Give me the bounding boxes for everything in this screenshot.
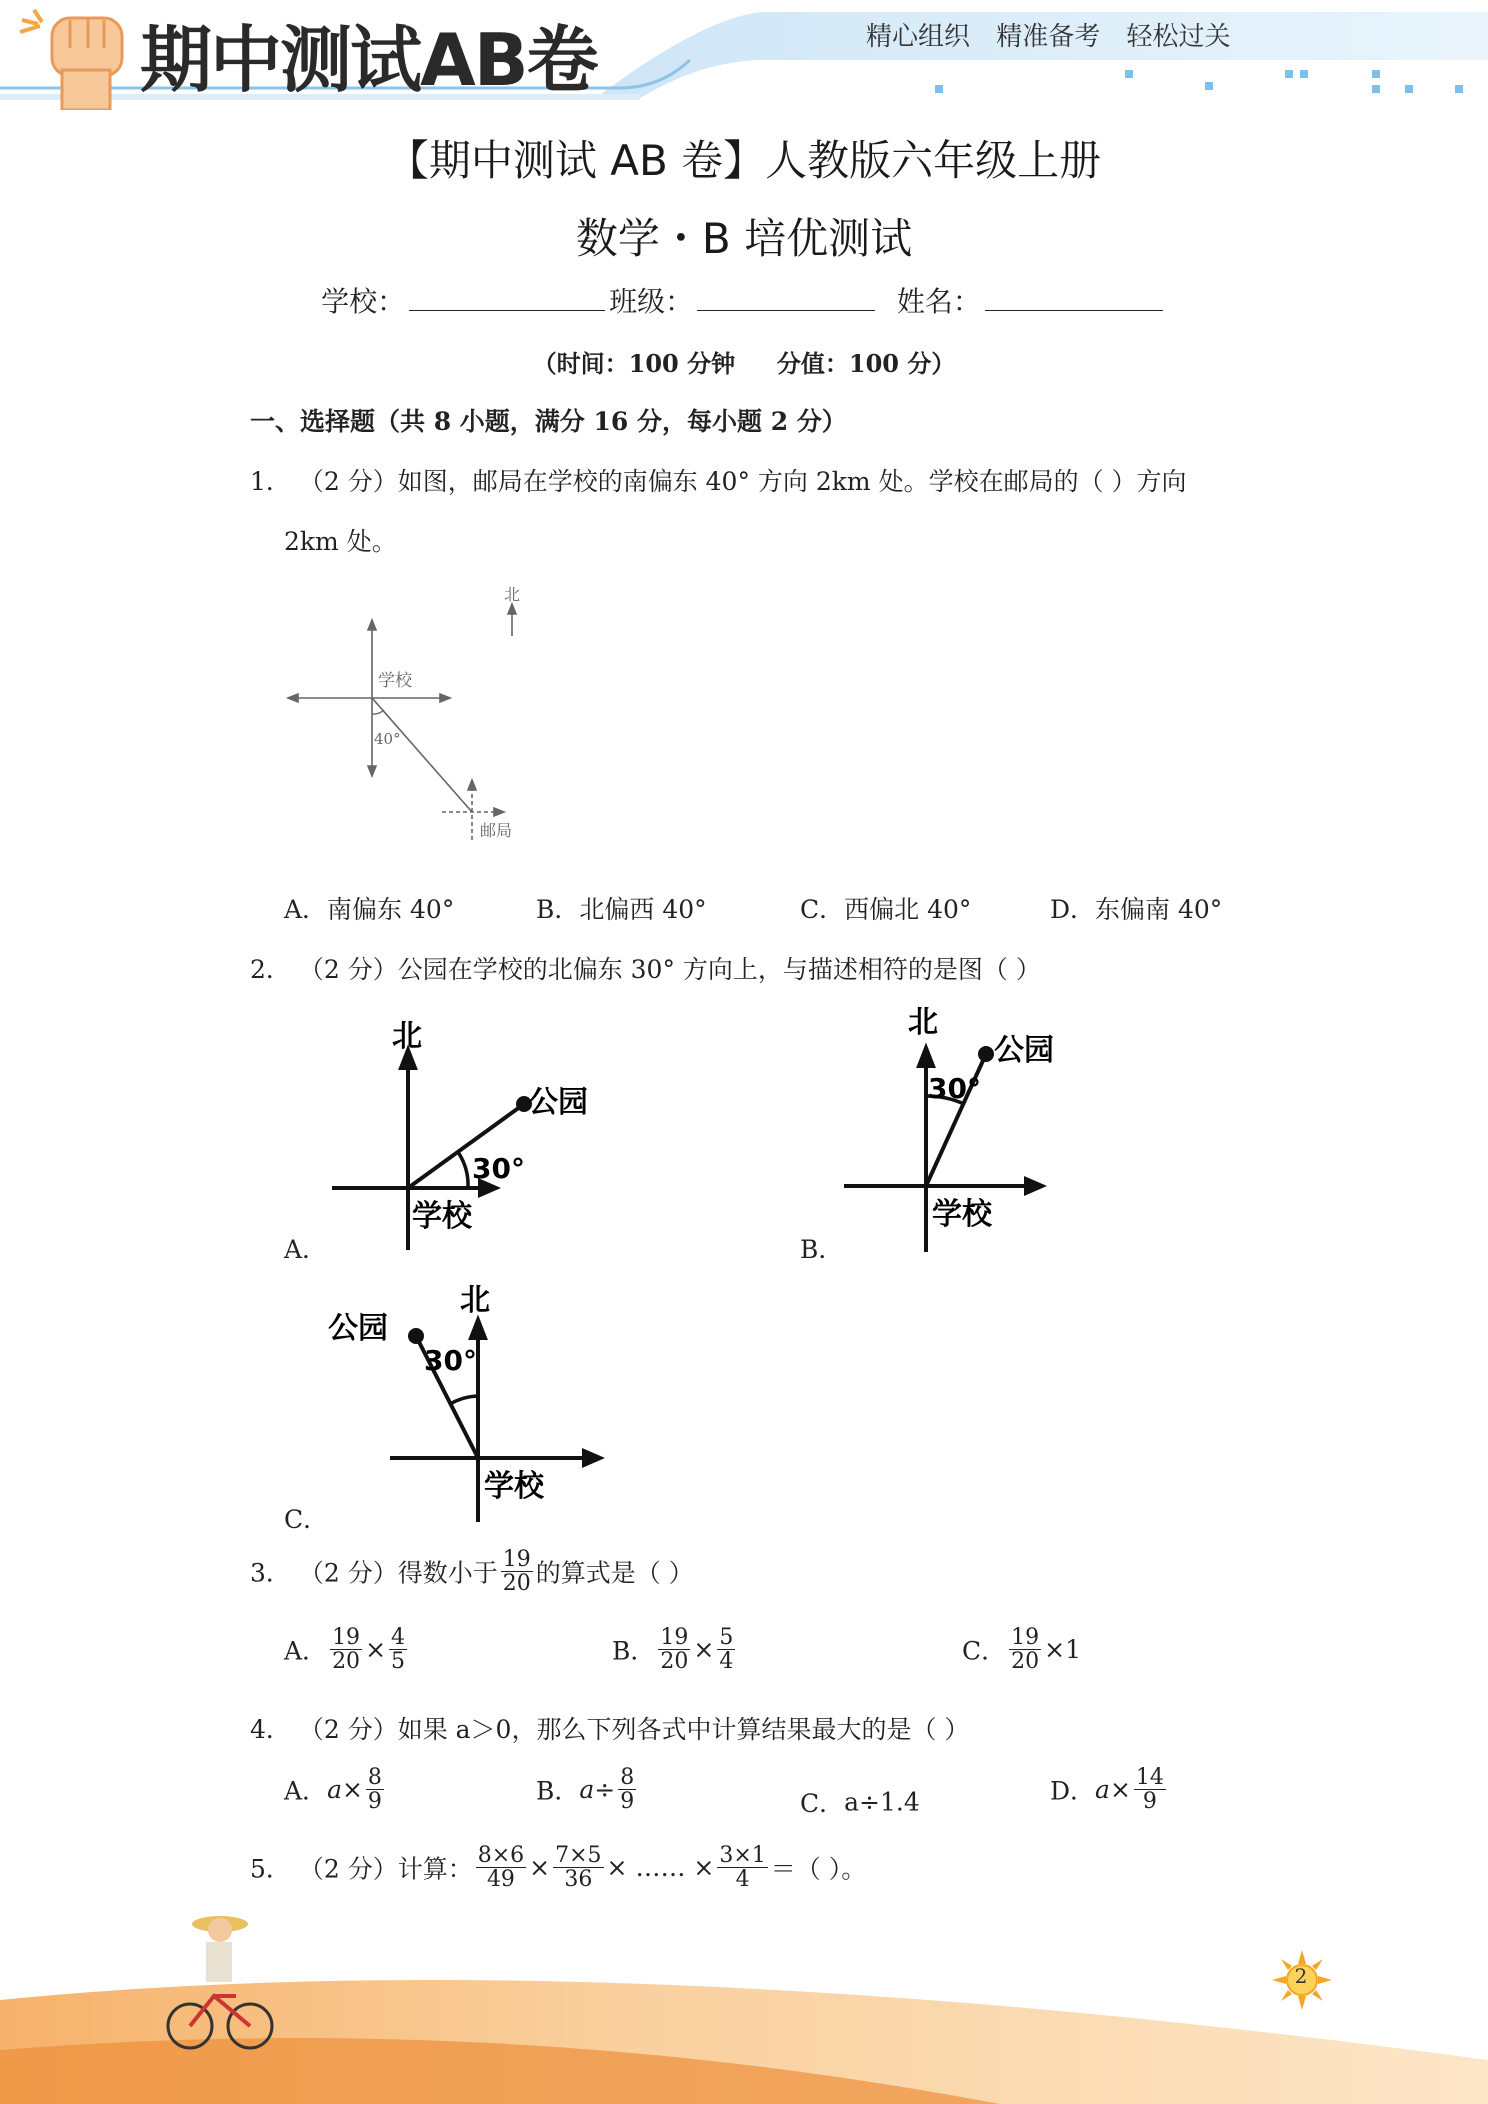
q4-text: 4． （2 分）如果 a＞0，那么下列各式中计算结果最大的是（ ） — [250, 1715, 970, 1744]
q2c-angle-label: 30° — [424, 1344, 477, 1377]
q3-option-a[interactable]: A． $\frac{19}{20}$ × $\frac{4}{5}$ — [284, 1625, 406, 1675]
q3-text — [250, 1548, 694, 1595]
brand-title: 期中测试AB卷 — [140, 18, 597, 102]
header-slogan: 精心组织 精准备考 轻松过关 — [866, 22, 1231, 52]
q2-option-a[interactable]: A． — [284, 1235, 328, 1264]
q1-angle-label: 40° — [374, 730, 401, 748]
q2c-park-label: 公园 — [328, 1311, 388, 1346]
q4-option-a[interactable]: A．a× $\frac{8}{9}$ — [284, 1765, 382, 1815]
q2a-angle-label: 30° — [472, 1152, 525, 1185]
name-label: 姓名： — [896, 285, 981, 318]
doc-subtitle: 数学・B 培优测试 — [575, 214, 913, 263]
q4-option-c[interactable]: C．a÷1.4 — [800, 1787, 920, 1818]
section-heading: 一、选择题（共 8 小题，满分 16 分，每小题 2 分） — [250, 407, 847, 436]
q2b-north-label: 北 — [908, 1005, 938, 1040]
q3-option-b[interactable]: B． $\frac{19}{20}$ × $\frac{5}{4}$ — [612, 1625, 734, 1675]
q2a-park-label: 公园 — [528, 1085, 588, 1120]
q4-option-d[interactable]: D．a× $\frac{14}{9}$ — [1050, 1765, 1164, 1815]
q3-fraction: $\frac{19}{20}$ — [502, 1547, 531, 1597]
q2a-school-label: 学校 — [412, 1199, 472, 1234]
q2-text: 2． （2 分）公园在学校的北偏东 30° 方向上，与描述相符的是图（ ） — [250, 955, 1041, 984]
q3-post: 的算式是（ ） — [535, 1558, 694, 1588]
school-blank[interactable] — [409, 284, 605, 311]
school-label: 学校： — [321, 285, 406, 318]
q3-pre: 3． （2 分）得数小于 — [250, 1558, 498, 1588]
q1-option-a[interactable]: A．南偏东 40° — [284, 895, 455, 924]
q2c-north-label: 北 — [460, 1283, 490, 1318]
q1-option-c[interactable]: C．西偏北 40° — [800, 895, 972, 924]
q1-post-label: 邮局 — [480, 821, 513, 840]
class-label: 班级： — [609, 285, 694, 318]
class-blank[interactable] — [697, 284, 875, 311]
q2c-school-label: 学校 — [484, 1469, 544, 1504]
q5-text: 5． （2 分）计算： $\frac{8\times 6}{49}$ × $\frac{7\times 5}{36}$ × …… × $\frac{3\times 1}{4}$ ＝（ ）。 — [250, 1843, 867, 1893]
q1-text: 1． （2 分）如图，邮局在学校的南偏东 40° 方向 2km 处。学校在邮局的（ ）方向 — [250, 467, 1187, 496]
q2a-north-label: 北 — [392, 1019, 422, 1054]
q1-option-b[interactable]: B．北偏西 40° — [536, 895, 707, 924]
footer-decoration — [0, 1900, 1488, 2104]
q3-option-c[interactable]: C． $\frac{19}{20}$ ×1 — [962, 1625, 1081, 1675]
q2b-school-label: 学校 — [932, 1197, 992, 1232]
q1-north-label: 北 — [504, 585, 521, 604]
q1-school-label: 学校 — [378, 671, 412, 691]
q1-option-d[interactable]: D．东偏南 40° — [1050, 895, 1223, 924]
doc-title: 【期中测试 AB 卷】人教版六年级上册 — [386, 136, 1102, 185]
exam-meta: （时间：100 分钟 分值：100 分） — [532, 349, 956, 378]
q2-option-b[interactable]: B． — [800, 1235, 844, 1264]
q1-figure — [280, 580, 560, 860]
q2b-park-label: 公园 — [994, 1033, 1054, 1068]
q1-text-2: 2km 处。 — [284, 527, 397, 556]
q2-option-c[interactable]: C． — [284, 1505, 329, 1534]
q2b-angle-label: 30° — [928, 1072, 981, 1105]
q2-figure-b — [832, 996, 1132, 1266]
q4-option-b[interactable]: B．a÷ $\frac{8}{9}$ — [536, 1765, 635, 1815]
q2-figure-c — [320, 1276, 620, 1536]
q2-figure-a — [320, 1010, 620, 1260]
name-blank[interactable] — [985, 284, 1163, 311]
page-number: 2 — [1294, 1964, 1308, 1988]
student-info — [0, 280, 1488, 320]
